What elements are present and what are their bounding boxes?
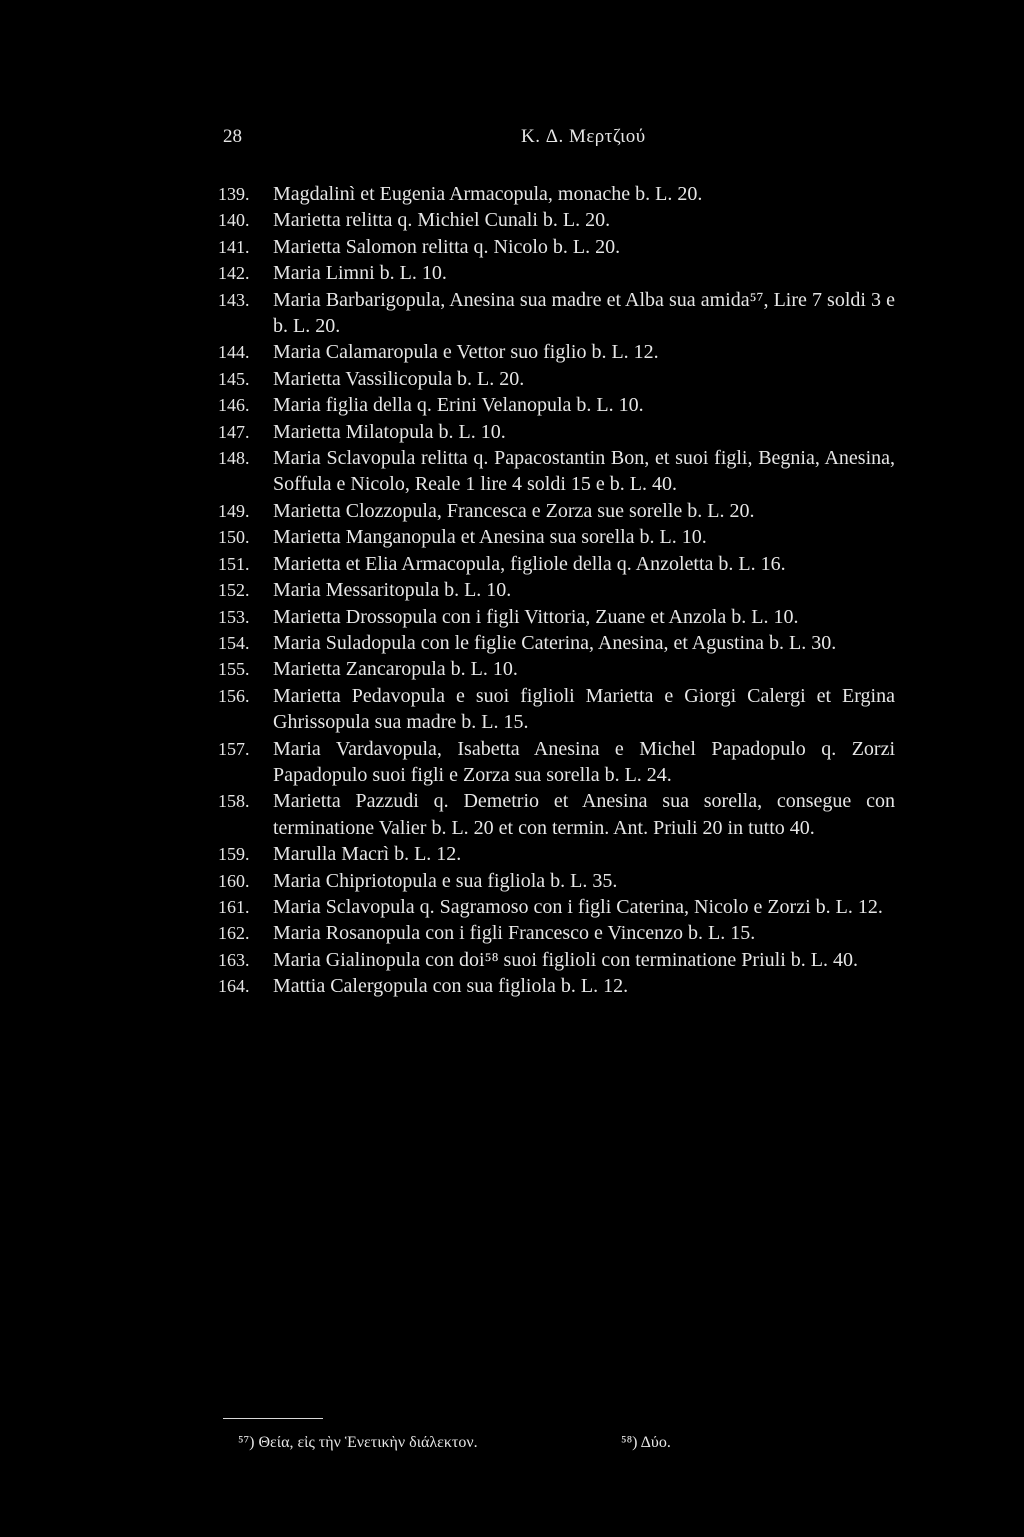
- entry-number: 160.: [218, 870, 250, 891]
- list-item: [0, 181, 1024, 207]
- entry-text: Marietta relitta q. Michiel Cunali b. L. 20.: [273, 209, 611, 232]
- entry-text: Maria figlia della q. Erini Velanopula b. L. 10.: [273, 394, 644, 417]
- entry-number: 146.: [218, 395, 250, 416]
- entry-number: 153.: [218, 606, 250, 627]
- entry-number: 139.: [218, 184, 250, 204]
- entry-text: Marietta Salomon relitta q. Nicolo b. L. 20.: [273, 235, 621, 258]
- list-item: [0, 868, 1024, 894]
- entry-number: 154.: [218, 632, 250, 653]
- list-item: [0, 339, 1024, 365]
- entry-number: 157.: [218, 738, 250, 759]
- entry-number: 148.: [218, 448, 250, 469]
- entry-text: Marietta Pazzudi q. Demetrio et Anesina sua sorella, consegue con terminatione Valier b. L. 20 et con termin. Ant. Priuli 20 in tutto 40.: [273, 790, 895, 839]
- entry-text: Maria Rosanopula con i figli Francesco e Vincenzo b. L. 15.: [273, 922, 756, 945]
- entry-text: Maria Chipriotopula e sua figliola b. L. 35.: [273, 869, 618, 892]
- page-number: 28: [223, 126, 242, 147]
- entry-text: Maria Suladopula con le figlie Caterina, Anesina, et Agustina b. L. 30.: [273, 631, 837, 654]
- entry-text: Maria Barbarigopula, Anesina sua madre et Alba sua amida⁵⁷, Lire 7 soldi 3 e b. L. 20.: [273, 288, 895, 338]
- entry-text: Marietta Vassilicopula b. L. 20.: [273, 367, 525, 390]
- entry-number: 142.: [218, 263, 250, 284]
- entry-text: Marietta Pedavopula e suoi figlioli Marietta e Giorgi Calergi et Ergina Ghrissopula sua madre b. L. 15.: [273, 684, 895, 734]
- entry-number: 141.: [218, 236, 250, 257]
- list-item: [0, 604, 1024, 630]
- list-item: [0, 920, 1024, 946]
- footnote-58: ⁵⁸) Δύο.: [621, 1434, 671, 1451]
- entry-text: Marietta Manganopula et Anesina sua sorella b. L. 10.: [273, 526, 707, 549]
- entry-number: 161.: [218, 896, 250, 917]
- entry-text: Maria Limni b. L. 10.: [273, 262, 447, 285]
- page-header: [0, 126, 1024, 154]
- list-item: [0, 841, 1024, 867]
- list-item: [0, 577, 1024, 603]
- entry-number: 149.: [218, 500, 250, 521]
- footnote-57: ⁵⁷) Θεία, εἰς τὴν Ἑνετικὴν διάλεκτον.: [238, 1434, 478, 1451]
- entry-number: 143.: [218, 289, 250, 310]
- entry-number: 164.: [218, 976, 250, 997]
- entry-text: Magdalinì et Eugenia Armacopula, monache b. L. 20.: [273, 183, 703, 205]
- entry-text: Maria Sclavopula relitta q. Papacostantin Bon, et suoi figli, Begnia, Anesina, Soffula e Nicolo, Reale 1 lire 4 soldi 15 e b. L. 40.: [273, 447, 895, 496]
- list-item: [0, 392, 1024, 418]
- footnotes: [0, 1434, 1024, 1458]
- list-item: [0, 207, 1024, 233]
- entry-number: 162.: [218, 923, 250, 944]
- entry-text: Marietta Milatopula b. L. 10.: [273, 420, 506, 443]
- list-item: [0, 260, 1024, 286]
- entry-text: Marietta Zancaropula b. L. 10.: [273, 658, 518, 681]
- entry-text: Maria Gialinopula con doi⁵⁸ suoi figlioli con terminatione Priuli b. L. 40.: [273, 948, 858, 971]
- list-item: [0, 524, 1024, 550]
- entry-number: 151.: [218, 553, 250, 574]
- entry-text: Mattia Calergopula con sua figliola b. L. 12.: [273, 975, 629, 998]
- list-item: [0, 234, 1024, 260]
- list-item: [0, 551, 1024, 577]
- entry-text: Marietta Drossopula con i figli Vittoria, Zuane et Anzola b. L. 10.: [273, 605, 799, 628]
- list-item: [0, 947, 1024, 973]
- list-item: [0, 419, 1024, 445]
- entry-number: 147.: [218, 421, 250, 442]
- entry-number: 156.: [218, 685, 250, 706]
- list-item: [0, 366, 1024, 392]
- list-item: [0, 630, 1024, 656]
- entry-text: Maria Vardavopula, Isabetta Anesina e Michel Papadopulo q. Zorzi Papadopulo suoi figli e Zorza sua sorella b. L. 24.: [273, 737, 895, 786]
- entry-text: Maria Calamaropula e Vettor suo figlio b. L. 12.: [273, 341, 659, 364]
- entry-text: Maria Sclavopula q. Sagramoso con i figli Caterina, Nicolo e Zorzi b. L. 12.: [273, 895, 883, 918]
- entry-number: 163.: [218, 949, 250, 970]
- entry-list: [0, 181, 1024, 1000]
- running-head: K. Δ. Μερτζιού: [521, 126, 646, 147]
- entry-text: Marulla Macrì b. L. 12.: [273, 843, 462, 866]
- list-item: [0, 736, 1024, 789]
- entry-number: 150.: [218, 527, 250, 548]
- list-item: [0, 656, 1024, 682]
- entry-text: Marietta et Elia Armacopula, figliole della q. Anzoletta b. L. 16.: [273, 552, 786, 575]
- list-item: [0, 683, 1024, 736]
- list-item: [0, 445, 1024, 498]
- entry-text: Marietta Clozzopula, Francesca e Zorza sue sorelle b. L. 20.: [273, 499, 755, 522]
- entry-number: 144.: [218, 342, 250, 363]
- entry-number: 158.: [218, 791, 250, 812]
- entry-number: 152.: [218, 580, 250, 601]
- entry-text: Maria Messaritopula b. L. 10.: [273, 579, 512, 602]
- entry-number: 159.: [218, 844, 250, 865]
- entry-number: 140.: [218, 210, 250, 231]
- list-item: [0, 894, 1024, 920]
- entry-number: 145.: [218, 368, 250, 389]
- entry-number: 155.: [218, 659, 250, 680]
- list-item: [0, 498, 1024, 524]
- footnote-divider: [223, 1418, 323, 1419]
- list-item: [0, 287, 1024, 340]
- list-item: [0, 788, 1024, 841]
- list-item: [0, 973, 1024, 999]
